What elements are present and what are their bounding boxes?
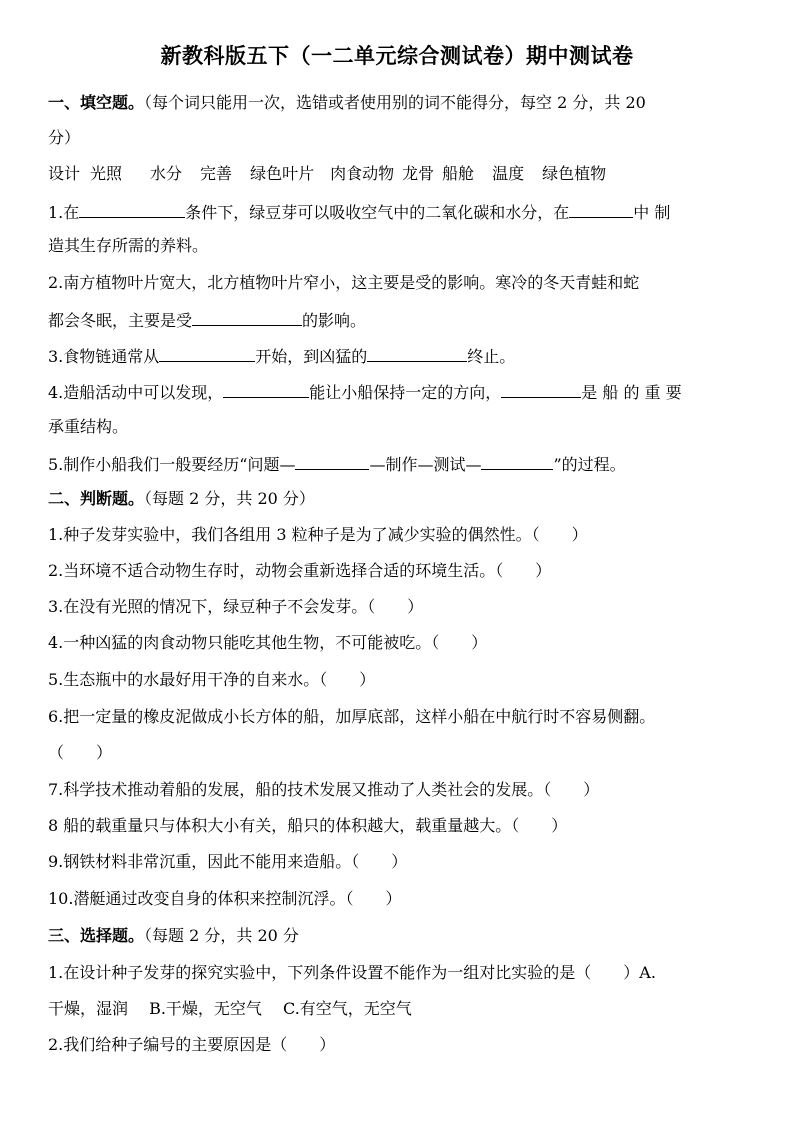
question-text: 3.食物链通常从 [48,347,160,366]
answer-blank[interactable] [501,380,581,398]
section-choice-header [48,925,748,947]
word-bank-item: 设计 [48,164,81,183]
question-tf-6: 6.把一定量的橡皮泥做成小长方体的船，加厚底部，这样小船在中航行时不容易侧翻。 [48,707,656,726]
section-note: （每题 2 分，共 20 分 [144,926,299,945]
question-text: 的影响。 [302,311,367,330]
answer-blank[interactable] [569,200,633,218]
question-text: 都会冬眠，主要是受 [48,311,193,330]
word-bank-item: 绿色叶片 [250,164,315,183]
question-fill-1 [48,200,748,224]
question-tf-1: 1.种子发芽实验中，我们各组用 3 粒种子是为了减少实验的偶然性。（ ） [48,525,588,544]
section-heading: 二、判断题。 [48,489,145,508]
question-tf-3: 3.在没有光照的情况下，绿豆种子不会发芽。（ ） [48,597,424,616]
question-fill-2-cont [48,308,748,332]
question-tf-5: 5.生态瓶中的水最好用干净的自来水。（ ） [48,670,376,689]
question-fill-4 [48,380,748,404]
question-fill-1-cont: 造其生存所需的养料。 [48,236,209,255]
question-tf-4: 4.一种凶猛的肉食动物只能吃其他生物，不可能被吃。（ ） [48,633,488,652]
answer-blank[interactable] [223,380,309,398]
word-bank-item: 光照 [90,164,123,183]
question-fill-5 [48,452,748,476]
word-bank-item: 完善 [200,164,233,183]
word-bank-item: 绿色植物 [542,164,607,183]
question-fill-4-cont: 承重结构。 [48,417,129,436]
question-tf-6-cont: （ ） [48,743,113,762]
question-tf-7: 7.科学技术推动着船的发展，船的技术发展又推动了人类社会的发展。（ ） [48,780,600,799]
answer-blank[interactable] [159,344,255,362]
question-text: 中 制 [633,203,671,222]
section-heading: 一、填空题。 [48,93,145,112]
word-bank-item: 船舱 [442,164,475,183]
section-note: （每个词只能用一次，选错或者使用别的词不能得分，每空 2 分，共 20 [144,93,646,112]
question-tf-10: 10.潜艇通过改变自身的体积来控制沉浮。（ ） [48,889,402,908]
answer-blank[interactable] [79,200,185,218]
question-text: 4.造船活动中可以发现， [48,383,224,402]
question-tf-8: 8 船的载重量只与体积大小有关，船只的体积越大，载重量越大。（ ） [48,816,568,835]
question-text: —制作—测试— [369,455,482,474]
answer-blank[interactable] [367,344,467,362]
section-heading: 三、选择题。 [48,926,145,945]
question-text: 开始，到凶猛的 [255,347,368,366]
answer-blank[interactable] [192,308,302,326]
question-text: 是 船 的 重 要 [581,383,682,402]
question-fill-2: 2.南方植物叶片宽大，北方植物叶片窄小，这主要是受的影响。寒冷的冬天青蛙和蛇 [48,273,640,292]
question-choice-1-options: 干燥，湿润 B.干燥，无空气 C.有空气，无空气 [48,999,412,1018]
answer-blank[interactable] [295,452,369,470]
question-text: ”的过程。 [553,455,626,474]
question-text: 能让小船保持一定的方向， [309,383,502,402]
word-bank-item: 温度 [492,164,525,183]
question-tf-2: 2.当环境不适合动物生存时，动物会重新选择合适的环境生活。（ ） [48,561,552,580]
question-choice-1: 1.在设计种子发芽的探究实验中，下列条件设置不能作为一组对比实验的是（ ）A. [48,963,656,982]
section-note: （每题 2 分，共 20 分） [144,489,315,508]
question-tf-9: 9.钢铁材料非常沉重，因此不能用来造船。（ ） [48,852,408,871]
word-bank-item: 水分 [150,164,183,183]
word-bank [48,163,748,185]
question-text: 终止。 [467,347,516,366]
question-text: 条件下，绿豆芽可以吸收空气中的二氧化碳和水分，在 [185,203,570,222]
answer-blank[interactable] [481,452,553,470]
question-text: 1.在 [48,203,80,222]
section-fill-blank-header [48,92,748,114]
question-choice-2: 2.我们给种子编号的主要原因是（ ） [48,1035,336,1054]
question-fill-3 [48,344,748,368]
word-bank-item: 龙骨 [402,164,435,183]
section-note-continued: 分） [48,128,81,147]
page-title: 新教科版五下（一二单元综合测试卷）期中测试卷 [160,43,634,68]
section-true-false-header [48,488,748,510]
question-text: 5.制作小船我们一般要经历“问题— [48,455,296,474]
word-bank-item: 肉食动物 [330,164,395,183]
